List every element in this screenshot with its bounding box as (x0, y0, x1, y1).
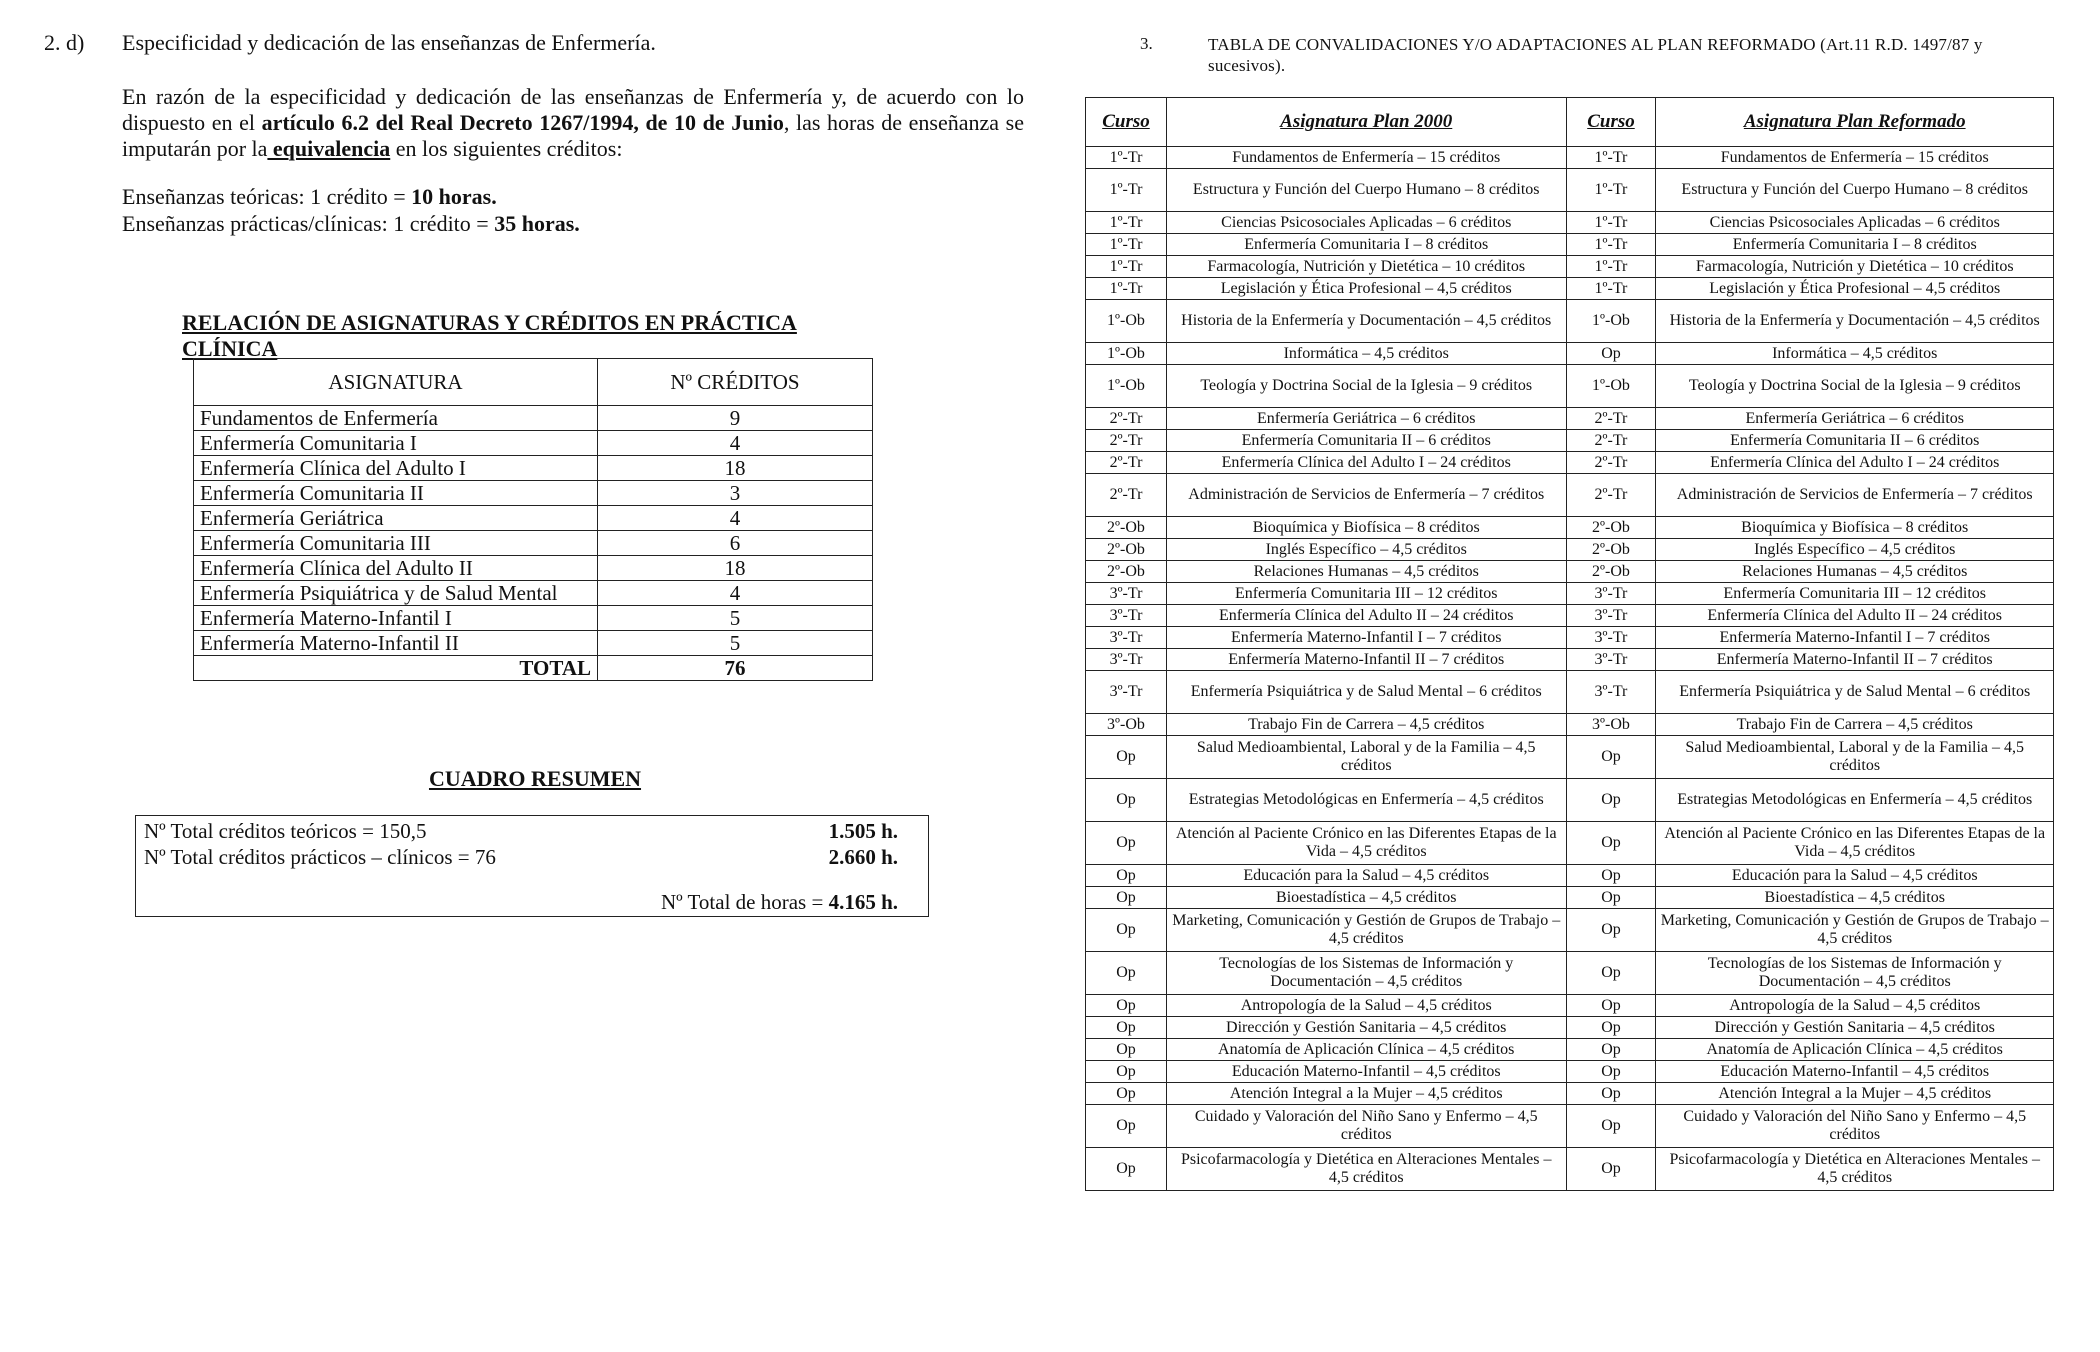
curso-reformado-cell: Op (1566, 909, 1656, 952)
curso-2000-cell: Op (1086, 1039, 1167, 1061)
resumen-row-practicos (144, 844, 898, 870)
table-row (194, 506, 873, 531)
table-row (1086, 430, 2054, 452)
curso-reformado-cell: 2º-Ob (1566, 539, 1656, 561)
creditos-cell: 4 (598, 506, 873, 531)
asignatura-cell: Enfermería Geriátrica (194, 506, 598, 531)
asignatura-cell: Enfermería Psiquiátrica y de Salud Mental (194, 581, 598, 606)
asignatura-reformado-cell: Salud Medioambiental, Laboral y de la Familia – 4,5 créditos (1656, 736, 2054, 779)
curso-reformado-cell: Op (1566, 887, 1656, 909)
curso-2000-cell: 1º-Tr (1086, 256, 1167, 278)
asignatura-cell: Enfermería Materno-Infantil II (194, 631, 598, 656)
convalidaciones-title: TABLA DE CONVALIDACIONES Y/O ADAPTACIONES AL PLAN REFORMADO (Art.11 R.D. 1497/87 y sucesivos). (1208, 35, 1983, 75)
asignatura-cell: Fundamentos de Enfermería (194, 406, 598, 431)
curso-2000-cell: 3º-Tr (1086, 671, 1167, 714)
curso-2000-cell: Op (1086, 995, 1167, 1017)
curso-reformado-cell: 2º-Ob (1566, 561, 1656, 583)
curso-reformado-cell: Op (1566, 736, 1656, 779)
table-row (1086, 343, 2054, 365)
eq-practicas-label: Enseñanzas prácticas/clínicas: 1 crédito = (122, 211, 495, 236)
curso-2000-cell: 1º-Tr (1086, 278, 1167, 300)
curso-2000-cell: 2º-Tr (1086, 408, 1167, 430)
asignatura-reformado-cell: Anatomía de Aplicación Clínica – 4,5 créditos (1656, 1039, 2054, 1061)
resumen-row-teoricos (144, 818, 898, 844)
total-row (194, 656, 873, 681)
asignatura-2000-cell: Legislación y Ética Profesional – 4,5 créditos (1166, 278, 1566, 300)
table-header-row (1086, 98, 2054, 147)
curso-2000-cell: 1º-Tr (1086, 234, 1167, 256)
resumen-total-label: Nº Total de horas = (661, 890, 829, 914)
asignatura-2000-cell: Enfermería Clínica del Adulto II – 24 créditos (1166, 605, 1566, 627)
asignatura-2000-cell: Fundamentos de Enfermería – 15 créditos (1166, 147, 1566, 169)
table-row (1086, 256, 2054, 278)
asignatura-reformado-cell: Educación para la Salud – 4,5 créditos (1656, 865, 2054, 887)
header-creditos: Nº CRÉDITOS (598, 359, 873, 406)
asignatura-reformado-cell: Enfermería Psiquiátrica y de Salud Mental – 6 créditos (1656, 671, 2054, 714)
eq-teoricas-label: Enseñanzas teóricas: 1 crédito = (122, 184, 412, 209)
total-label: TOTAL (194, 656, 598, 681)
asignatura-2000-cell: Psicofarmacología y Dietética en Alteraciones Mentales – 4,5 créditos (1166, 1148, 1566, 1191)
curso-reformado-cell: 1º-Tr (1566, 278, 1656, 300)
curso-2000-cell: 2º-Tr (1086, 430, 1167, 452)
creditos-cell: 3 (598, 481, 873, 506)
asignatura-reformado-cell: Historia de la Enfermería y Documentación – 4,5 créditos (1656, 300, 2054, 343)
asignatura-reformado-cell: Fundamentos de Enfermería – 15 créditos (1656, 147, 2054, 169)
header-curso-2000: Curso (1086, 98, 1167, 147)
curso-reformado-cell: Op (1566, 952, 1656, 995)
creditos-cell: 18 (598, 556, 873, 581)
convalidaciones-number: 3. (1140, 34, 1153, 53)
table-row (1086, 234, 2054, 256)
asignatura-2000-cell: Atención al Paciente Crónico en las Diferentes Etapas de la Vida – 4,5 créditos (1166, 822, 1566, 865)
curso-reformado-cell: 2º-Tr (1566, 408, 1656, 430)
creditos-cell: 4 (598, 581, 873, 606)
asignatura-reformado-cell: Atención al Paciente Crónico en las Diferentes Etapas de la Vida – 4,5 créditos (1656, 822, 2054, 865)
table-row (1086, 452, 2054, 474)
asignatura-reformado-cell: Enfermería Materno-Infantil II – 7 créditos (1656, 649, 2054, 671)
asignatura-2000-cell: Dirección y Gestión Sanitaria – 4,5 créditos (1166, 1017, 1566, 1039)
table-row (1086, 1105, 2054, 1148)
creditos-cell: 18 (598, 456, 873, 481)
asignatura-2000-cell: Enfermería Materno-Infantil II – 7 créditos (1166, 649, 1566, 671)
curso-reformado-cell: Op (1566, 1017, 1656, 1039)
table-row (1086, 995, 2054, 1017)
creditos-cell: 9 (598, 406, 873, 431)
table-row (1086, 887, 2054, 909)
table-row (1086, 671, 2054, 714)
table-row (1086, 300, 2054, 343)
asignatura-reformado-cell: Marketing, Comunicación y Gestión de Grupos de Trabajo – 4,5 créditos (1656, 909, 2054, 952)
table-row (1086, 408, 2054, 430)
asignatura-reformado-cell: Enfermería Comunitaria III – 12 créditos (1656, 583, 2054, 605)
asignatura-reformado-cell: Dirección y Gestión Sanitaria – 4,5 créditos (1656, 1017, 2054, 1039)
curso-2000-cell: 3º-Tr (1086, 583, 1167, 605)
curso-2000-cell: Op (1086, 779, 1167, 822)
asignatura-2000-cell: Estrategias Metodológicas en Enfermería – 4,5 créditos (1166, 779, 1566, 822)
table-row (1086, 952, 2054, 995)
curso-reformado-cell: 1º-Tr (1566, 234, 1656, 256)
asignatura-reformado-cell: Bioquímica y Biofísica – 8 créditos (1656, 517, 2054, 539)
curso-2000-cell: 1º-Ob (1086, 365, 1167, 408)
curso-reformado-cell: 3º-Tr (1566, 583, 1656, 605)
asignatura-reformado-cell: Estrategias Metodológicas en Enfermería – 4,5 créditos (1656, 779, 2054, 822)
table-row (1086, 365, 2054, 408)
curso-2000-cell: 2º-Ob (1086, 517, 1167, 539)
table-row (194, 556, 873, 581)
asignatura-2000-cell: Informática – 4,5 créditos (1166, 343, 1566, 365)
asignatura-reformado-cell: Bioestadística – 4,5 créditos (1656, 887, 2054, 909)
table-row (194, 431, 873, 456)
curso-2000-cell: 2º-Tr (1086, 452, 1167, 474)
table-row (1086, 169, 2054, 212)
curso-reformado-cell: Op (1566, 1039, 1656, 1061)
curso-2000-cell: 3º-Tr (1086, 649, 1167, 671)
asignatura-2000-cell: Enfermería Comunitaria I – 8 créditos (1166, 234, 1566, 256)
para-decree-ref: artículo 6.2 del Real Decreto 1267/1994, de 10 de Junio (261, 110, 784, 135)
curso-reformado-cell: Op (1566, 865, 1656, 887)
asignatura-2000-cell: Antropología de la Salud – 4,5 créditos (1166, 995, 1566, 1017)
asignatura-reformado-cell: Trabajo Fin de Carrera – 4,5 créditos (1656, 714, 2054, 736)
equivalence-practicas (122, 211, 580, 237)
header-asignatura-reformado: Asignatura Plan Reformado (1656, 98, 2054, 147)
curso-2000-cell: 1º-Tr (1086, 212, 1167, 234)
table-header-row (194, 359, 873, 406)
asignatura-2000-cell: Enfermería Geriátrica – 6 créditos (1166, 408, 1566, 430)
resumen-teoricos-label: Nº Total créditos teóricos = 150,5 (144, 819, 427, 843)
asignatura-reformado-cell: Teología y Doctrina Social de la Iglesia – 9 créditos (1656, 365, 2054, 408)
curso-reformado-cell: Op (1566, 822, 1656, 865)
curso-reformado-cell: 1º-Tr (1566, 169, 1656, 212)
asignatura-2000-cell: Salud Medioambiental, Laboral y de la Familia – 4,5 créditos (1166, 736, 1566, 779)
asignatura-reformado-cell: Cuidado y Valoración del Niño Sano y Enfermo – 4,5 créditos (1656, 1105, 2054, 1148)
resumen-teoricos-value: 1.505 h. (828, 819, 898, 843)
asignatura-reformado-cell: Inglés Específico – 4,5 créditos (1656, 539, 2054, 561)
asignatura-2000-cell: Estructura y Función del Cuerpo Humano – 8 créditos (1166, 169, 1566, 212)
asignatura-reformado-cell: Informática – 4,5 créditos (1656, 343, 2054, 365)
clinical-credits-table (193, 358, 873, 681)
curso-reformado-cell: Op (1566, 343, 1656, 365)
curso-2000-cell: 3º-Ob (1086, 714, 1167, 736)
curso-reformado-cell: 1º-Ob (1566, 365, 1656, 408)
asignatura-2000-cell: Tecnologías de los Sistemas de Información y Documentación – 4,5 créditos (1166, 952, 1566, 995)
header-asignatura: ASIGNATURA (194, 359, 598, 406)
asignatura-2000-cell: Atención Integral a la Mujer – 4,5 créditos (1166, 1083, 1566, 1105)
asignatura-2000-cell: Marketing, Comunicación y Gestión de Grupos de Trabajo – 4,5 créditos (1166, 909, 1566, 952)
para-text-1: En razón de la especificidad y dedicación de las enseñanzas de Enfermería y, de acuerdo con lo dispuesto en el (122, 84, 1024, 135)
table-row (1086, 147, 2054, 169)
asignatura-2000-cell: Enfermería Psiquiátrica y de Salud Mental – 6 créditos (1166, 671, 1566, 714)
curso-reformado-cell: 3º-Tr (1566, 605, 1656, 627)
curso-reformado-cell: 3º-Ob (1566, 714, 1656, 736)
resumen-total (661, 889, 898, 915)
curso-2000-cell: Op (1086, 1148, 1167, 1191)
table-row (1086, 865, 2054, 887)
table-row (1086, 1148, 2054, 1191)
curso-reformado-cell: 3º-Tr (1566, 649, 1656, 671)
asignatura-2000-cell: Trabajo Fin de Carrera – 4,5 créditos (1166, 714, 1566, 736)
para-equivalencia: equivalencia (267, 136, 391, 161)
curso-2000-cell: Op (1086, 736, 1167, 779)
asignatura-reformado-cell: Enfermería Geriátrica – 6 créditos (1656, 408, 2054, 430)
curso-2000-cell: Op (1086, 952, 1167, 995)
asignatura-reformado-cell: Enfermería Clínica del Adulto I – 24 créditos (1656, 452, 2054, 474)
table-row (1086, 627, 2054, 649)
asignatura-reformado-cell: Ciencias Psicosociales Aplicadas – 6 créditos (1656, 212, 2054, 234)
curso-2000-cell: Op (1086, 909, 1167, 952)
table-row (194, 456, 873, 481)
asignatura-reformado-cell: Tecnologías de los Sistemas de Información y Documentación – 4,5 créditos (1656, 952, 2054, 995)
curso-2000-cell: 3º-Tr (1086, 627, 1167, 649)
curso-2000-cell: 1º-Ob (1086, 300, 1167, 343)
asignatura-reformado-cell: Estructura y Función del Cuerpo Humano – 8 créditos (1656, 169, 2054, 212)
asignatura-2000-cell: Enfermería Materno-Infantil I – 7 créditos (1166, 627, 1566, 649)
asignatura-cell: Enfermería Clínica del Adulto I (194, 456, 598, 481)
table-row (1086, 649, 2054, 671)
curso-2000-cell: 1º-Tr (1086, 147, 1167, 169)
creditos-cell: 5 (598, 606, 873, 631)
asignatura-reformado-cell: Enfermería Clínica del Adulto II – 24 créditos (1656, 605, 2054, 627)
convalidaciones-table (1085, 97, 2054, 1191)
curso-2000-cell: Op (1086, 1061, 1167, 1083)
asignatura-2000-cell: Educación para la Salud – 4,5 créditos (1166, 865, 1566, 887)
curso-2000-cell: 3º-Tr (1086, 605, 1167, 627)
curso-2000-cell: Op (1086, 1083, 1167, 1105)
relacion-title: RELACIÓN DE ASIGNATURAS Y CRÉDITOS EN PRÁCTICA CLÍNICA (182, 310, 797, 361)
asignatura-reformado-cell: Relaciones Humanas – 4,5 créditos (1656, 561, 2054, 583)
curso-2000-cell: Op (1086, 1105, 1167, 1148)
curso-2000-cell: 2º-Ob (1086, 539, 1167, 561)
table-row (1086, 779, 2054, 822)
curso-reformado-cell: 1º-Tr (1566, 212, 1656, 234)
asignatura-2000-cell: Relaciones Humanas – 4,5 créditos (1166, 561, 1566, 583)
eq-practicas-value: 35 horas. (494, 211, 580, 236)
curso-2000-cell: 2º-Tr (1086, 474, 1167, 517)
asignatura-2000-cell: Enfermería Comunitaria III – 12 créditos (1166, 583, 1566, 605)
resumen-total-value: 4.165 h. (828, 890, 898, 914)
asignatura-2000-cell: Ciencias Psicosociales Aplicadas – 6 créditos (1166, 212, 1566, 234)
asignatura-2000-cell: Bioquímica y Biofísica – 8 créditos (1166, 517, 1566, 539)
asignatura-2000-cell: Farmacología, Nutrición y Dietética – 10 créditos (1166, 256, 1566, 278)
curso-2000-cell: 1º-Ob (1086, 343, 1167, 365)
table-row (1086, 822, 2054, 865)
table-row (1086, 583, 2054, 605)
equivalence-teoricas (122, 184, 497, 210)
curso-2000-cell: 2º-Ob (1086, 561, 1167, 583)
asignatura-reformado-cell: Atención Integral a la Mujer – 4,5 créditos (1656, 1083, 2054, 1105)
table-row (1086, 517, 2054, 539)
asignatura-reformado-cell: Enfermería Comunitaria II – 6 créditos (1656, 430, 2054, 452)
table-row (1086, 605, 2054, 627)
table-row (194, 606, 873, 631)
resumen-title: CUADRO RESUMEN (428, 766, 642, 791)
curso-reformado-cell: 2º-Tr (1566, 430, 1656, 452)
asignatura-reformado-cell: Antropología de la Salud – 4,5 créditos (1656, 995, 2054, 1017)
asignatura-2000-cell: Teología y Doctrina Social de la Iglesia – 9 créditos (1166, 365, 1566, 408)
table-row (1086, 278, 2054, 300)
table-row (1086, 1083, 2054, 1105)
intro-paragraph (122, 84, 1024, 162)
resumen-practicos-value: 2.660 h. (828, 845, 898, 869)
curso-2000-cell: Op (1086, 865, 1167, 887)
curso-reformado-cell: 3º-Tr (1566, 627, 1656, 649)
curso-reformado-cell: Op (1566, 1061, 1656, 1083)
curso-reformado-cell: 2º-Ob (1566, 517, 1656, 539)
creditos-cell: 4 (598, 431, 873, 456)
asignatura-cell: Enfermería Comunitaria II (194, 481, 598, 506)
total-value: 76 (598, 656, 873, 681)
asignatura-reformado-cell: Administración de Servicios de Enfermería – 7 créditos (1656, 474, 2054, 517)
asignatura-2000-cell: Cuidado y Valoración del Niño Sano y Enfermo – 4,5 créditos (1166, 1105, 1566, 1148)
asignatura-2000-cell: Anatomía de Aplicación Clínica – 4,5 créditos (1166, 1039, 1566, 1061)
table-row (194, 406, 873, 431)
asignatura-2000-cell: Administración de Servicios de Enfermería – 7 créditos (1166, 474, 1566, 517)
curso-reformado-cell: 1º-Ob (1566, 300, 1656, 343)
asignatura-reformado-cell: Educación Materno-Infantil – 4,5 créditos (1656, 1061, 2054, 1083)
asignatura-cell: Enfermería Materno-Infantil I (194, 606, 598, 631)
asignatura-cell: Enfermería Comunitaria III (194, 531, 598, 556)
table-row (1086, 561, 2054, 583)
section-title: Especificidad y dedicación de las enseñanzas de Enfermería. (122, 30, 656, 55)
resumen-practicos-label: Nº Total créditos prácticos – clínicos = 76 (144, 845, 496, 869)
section-number: 2. d) (44, 30, 85, 55)
asignatura-2000-cell: Inglés Específico – 4,5 créditos (1166, 539, 1566, 561)
curso-reformado-cell: 2º-Tr (1566, 452, 1656, 474)
curso-reformado-cell: 3º-Tr (1566, 671, 1656, 714)
asignatura-2000-cell: Enfermería Clínica del Adulto I – 24 créditos (1166, 452, 1566, 474)
curso-2000-cell: 1º-Tr (1086, 169, 1167, 212)
curso-2000-cell: Op (1086, 822, 1167, 865)
asignatura-cell: Enfermería Clínica del Adulto II (194, 556, 598, 581)
asignatura-cell: Enfermería Comunitaria I (194, 431, 598, 456)
table-row (1086, 1039, 2054, 1061)
curso-reformado-cell: Op (1566, 1148, 1656, 1191)
asignatura-2000-cell: Enfermería Comunitaria II – 6 créditos (1166, 430, 1566, 452)
curso-reformado-cell: 1º-Tr (1566, 147, 1656, 169)
curso-reformado-cell: 1º-Tr (1566, 256, 1656, 278)
table-row (1086, 212, 2054, 234)
table-row (1086, 1017, 2054, 1039)
asignatura-2000-cell: Historia de la Enfermería y Documentación – 4,5 créditos (1166, 300, 1566, 343)
curso-reformado-cell: Op (1566, 995, 1656, 1017)
table-row (1086, 909, 2054, 952)
creditos-cell: 6 (598, 531, 873, 556)
eq-teoricas-value: 10 horas. (411, 184, 497, 209)
curso-2000-cell: Op (1086, 1017, 1167, 1039)
table-row (1086, 736, 2054, 779)
asignatura-2000-cell: Educación Materno-Infantil – 4,5 créditos (1166, 1061, 1566, 1083)
curso-reformado-cell: Op (1566, 1105, 1656, 1148)
asignatura-reformado-cell: Farmacología, Nutrición y Dietética – 10 créditos (1656, 256, 2054, 278)
table-row (194, 481, 873, 506)
table-row (1086, 474, 2054, 517)
table-row (194, 531, 873, 556)
asignatura-2000-cell: Bioestadística – 4,5 créditos (1166, 887, 1566, 909)
table-row (1086, 714, 2054, 736)
curso-2000-cell: Op (1086, 887, 1167, 909)
asignatura-reformado-cell: Enfermería Comunitaria I – 8 créditos (1656, 234, 2054, 256)
para-text-3: en los siguientes créditos: (390, 136, 623, 161)
table-row (1086, 1061, 2054, 1083)
resumen-box (135, 815, 929, 917)
curso-reformado-cell: 2º-Tr (1566, 474, 1656, 517)
curso-reformado-cell: Op (1566, 779, 1656, 822)
header-asignatura-2000: Asignatura Plan 2000 (1166, 98, 1566, 147)
table-row (1086, 539, 2054, 561)
asignatura-reformado-cell: Psicofarmacología y Dietética en Alteraciones Mentales – 4,5 créditos (1656, 1148, 2054, 1191)
asignatura-reformado-cell: Legislación y Ética Profesional – 4,5 créditos (1656, 278, 2054, 300)
header-curso-reformado: Curso (1566, 98, 1656, 147)
curso-reformado-cell: Op (1566, 1083, 1656, 1105)
para-text-2: , las horas de enseñanza se imputarán por la (122, 110, 1024, 161)
table-row (194, 631, 873, 656)
table-row (194, 581, 873, 606)
creditos-cell: 5 (598, 631, 873, 656)
asignatura-reformado-cell: Enfermería Materno-Infantil I – 7 créditos (1656, 627, 2054, 649)
